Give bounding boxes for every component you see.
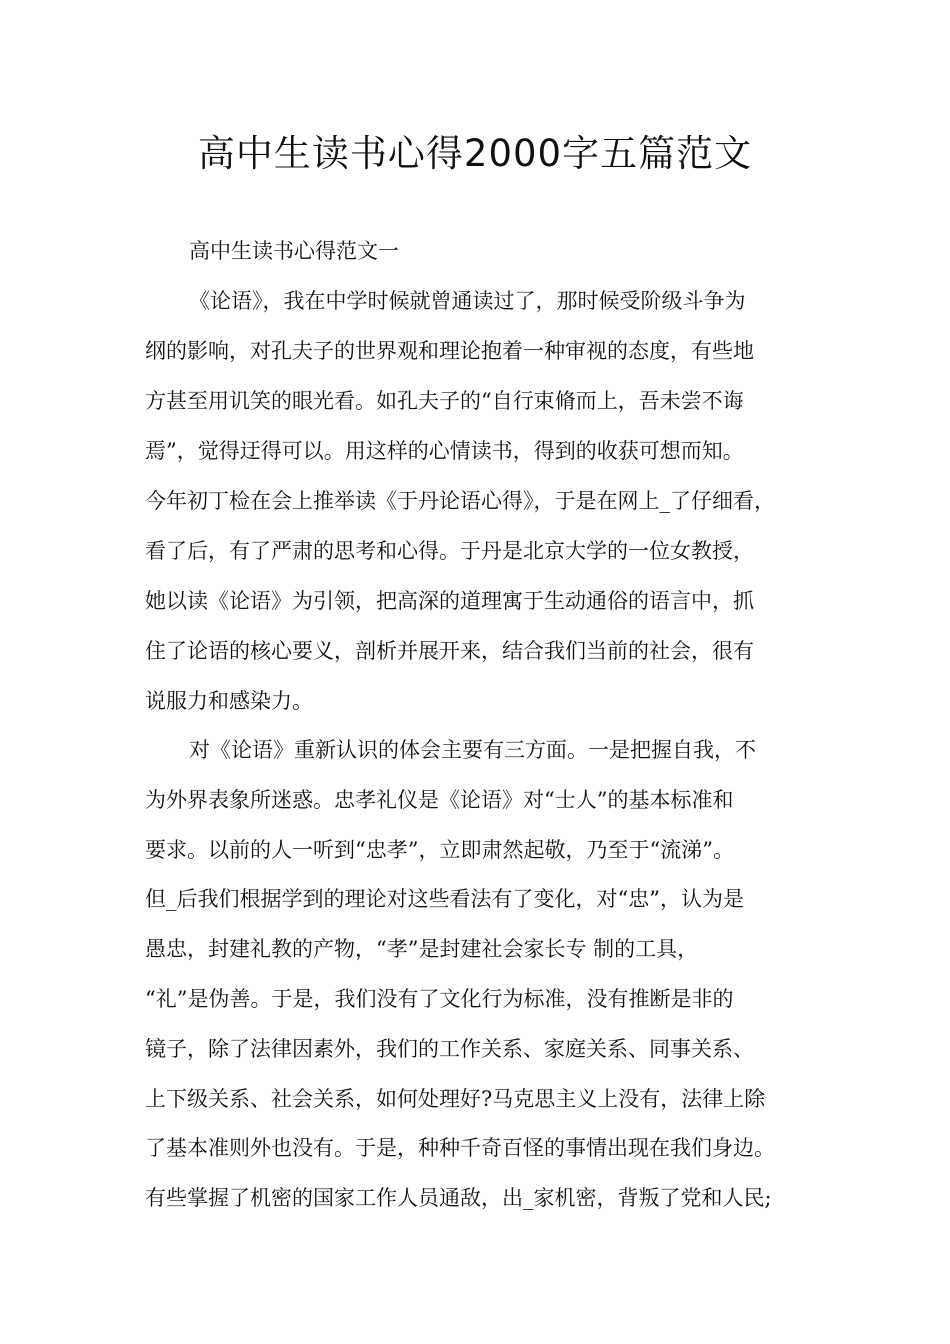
paragraph-line: 为外界表象所迷惑。忠孝礼仪是《论语》对“士人”的基本标准和 bbox=[145, 788, 734, 812]
paragraph-line: 今年初丁检在会上推举读《于丹论语心得》，于是在网上_了仔细看， bbox=[145, 489, 775, 513]
paragraph-line: 她以读《论语》为引领，把高深的道理寓于生动通俗的语言中，抓 bbox=[145, 589, 754, 613]
paragraph-line: 上下级关系、社会关系，如何处理好?马克思主义上没有，法律上除 bbox=[145, 1087, 766, 1111]
paragraph-line: 要求。以前的人一听到“忠孝”，立即肃然起敬，乃至于“流涕”。 bbox=[145, 838, 734, 862]
paragraph-line: “礼”是伪善。于是，我们没有了文化行为标准，没有推断是非的 bbox=[145, 987, 734, 1011]
paragraph-line: 对《论语》重新认识的体会主要有三方面。一是把握自我，不 bbox=[189, 738, 756, 762]
paragraph-line: 有些掌握了机密的国家工作人员通敌，出_家机密，背叛了党和人民; bbox=[145, 1186, 772, 1210]
paragraph-line: 了基本准则外也没有。于是，种种千奇百怪的事情出现在我们身边。 bbox=[145, 1136, 775, 1160]
paragraph-line: 说服力和感染力。 bbox=[145, 689, 313, 713]
section-heading: 高中生读书心得范文一 bbox=[189, 239, 399, 263]
paragraph-line: 方甚至用讥笑的眼光看。如孔夫子的“自行束脩而上，吾未尝不诲 bbox=[145, 389, 744, 413]
paragraph-line: 看了后，有了严肃的思考和心得。于丹是北京大学的一位女教授， bbox=[145, 539, 754, 563]
paragraph-line: 镜子，除了法律因素外，我们的工作关系、家庭关系、同事关系、 bbox=[145, 1037, 754, 1061]
paragraph-line: 纲的影响，对孔夫子的世界观和理论抱着一种审视的态度，有些地 bbox=[145, 339, 754, 363]
paragraph-line: 但_后我们根据学到的理论对这些看法有了变化，对“忠”，认为是 bbox=[145, 887, 744, 911]
paragraph-line: 《论语》，我在中学时候就曾通读过了，那时候受阶级斗争为 bbox=[189, 289, 746, 313]
paragraph-line: 住了论语的核心要义，剖析并展开来，结合我们当前的社会，很有 bbox=[145, 639, 754, 663]
paragraph-line: 愚忠，封建礼教的产物，“孝”是封建社会家长专 制的工具， bbox=[145, 937, 699, 961]
paragraph-line: 焉”，觉得迂得可以。用这样的心情读书，得到的收获可想而知。 bbox=[145, 439, 744, 463]
document-title: 高中生读书心得2000字五篇范文 bbox=[197, 132, 753, 175]
